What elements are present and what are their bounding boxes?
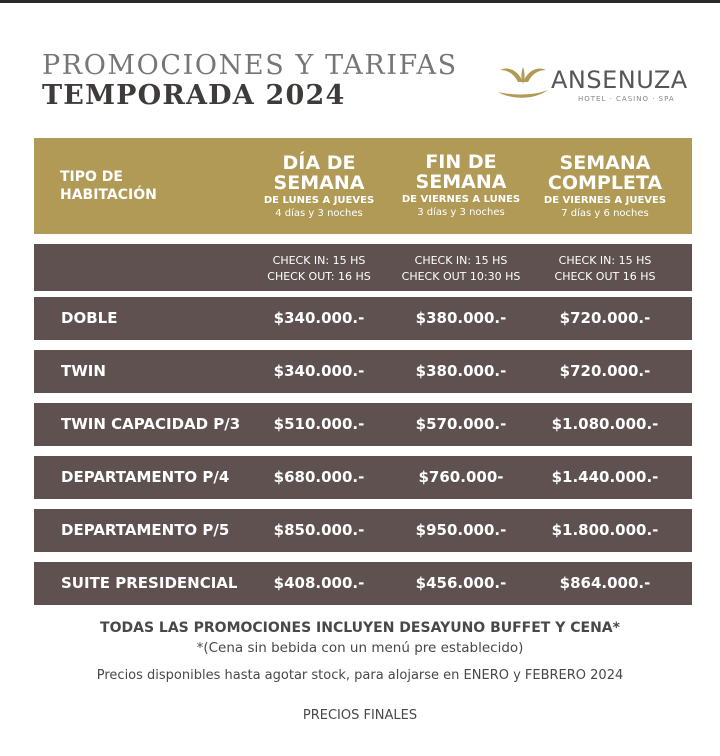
title-line-1: PROMOCIONES Y TARIFAS: [42, 50, 458, 81]
price-full-week: $1.440.000.-: [551, 468, 659, 486]
check-out: CHECK OUT 10:30 HS: [401, 270, 521, 283]
room-type: DOBLE: [61, 309, 118, 327]
logo-brand-name: ANSENUZA: [551, 66, 688, 94]
column-nights: 7 días y 6 noches: [561, 208, 649, 219]
bird-logo-icon: [496, 62, 550, 102]
price-weekday: $680.000.-: [273, 468, 365, 486]
check-in: CHECK IN: 15 HS: [558, 254, 652, 267]
price-full-week: $1.800.000.-: [551, 521, 659, 539]
column-day-range: DE VIERNES A LUNES: [401, 194, 521, 205]
price-weekday: $510.000.-: [273, 415, 365, 433]
check-times-full-week: [530, 253, 680, 285]
price-weekday: $340.000.-: [273, 309, 365, 327]
price-weekday: $408.000.-: [273, 574, 365, 592]
table-row: [34, 350, 692, 393]
room-type: SUITE PRESIDENCIAL: [61, 574, 238, 592]
price-full-week: $864.000.-: [559, 574, 651, 592]
column-title: SEMANA: [273, 172, 365, 194]
column-header-weekend: [386, 152, 536, 218]
room-type: DEPARTAMENTO P/4: [61, 468, 230, 486]
dinner-note: *(Cena sin bebida con un menú pre establecido): [196, 640, 524, 656]
hotel-logo: [496, 60, 696, 110]
price-weekend: $950.000.-: [415, 521, 507, 539]
includes-note: TODAS LAS PROMOCIONES INCLUYEN DESAYUNO BUFFET Y CENA*: [100, 620, 620, 636]
table-row: [34, 297, 692, 340]
check-out: CHECK OUT 16 HS: [554, 270, 656, 283]
column-title: SEMANA: [559, 152, 651, 174]
column-title: COMPLETA: [547, 172, 663, 194]
table-row: [34, 456, 692, 499]
check-in: CHECK IN: 15 HS: [272, 254, 366, 267]
page-title: [42, 52, 458, 109]
table-row: [34, 509, 692, 552]
column-header-full-week: [530, 153, 680, 219]
room-type: DEPARTAMENTO P/5: [61, 521, 230, 539]
column-title: DÍA DE: [282, 152, 356, 174]
price-weekend: $380.000.-: [415, 362, 507, 380]
column-title: FIN DE: [425, 151, 497, 173]
top-border: [0, 0, 720, 3]
price-full-week: $720.000.-: [559, 309, 651, 327]
column-nights: 4 días y 3 noches: [275, 208, 363, 219]
table-row: [34, 562, 692, 605]
table-header: [34, 138, 692, 234]
price-weekend: $570.000.-: [415, 415, 507, 433]
price-weekend: $380.000.-: [415, 309, 507, 327]
price-weekday: $850.000.-: [273, 521, 365, 539]
room-type-header-line-1: TIPO DE: [60, 169, 123, 185]
column-day-range: DE LUNES A JUEVES: [263, 195, 375, 206]
price-weekend: $456.000.-: [415, 574, 507, 592]
check-times-weekend: [386, 253, 536, 285]
column-day-range: DE VIERNES A JUEVES: [543, 195, 667, 206]
price-full-week: $720.000.-: [559, 362, 651, 380]
availability-note: Precios disponibles hasta agotar stock, para alojarse en ENERO y FEBRERO 2024: [96, 668, 624, 683]
final-prices-note: PRECIOS FINALES: [302, 708, 418, 723]
column-nights: 3 días y 3 noches: [417, 207, 505, 218]
check-times-row: [34, 244, 692, 291]
check-in: CHECK IN: 15 HS: [414, 254, 508, 267]
room-type: TWIN CAPACIDAD P/3: [61, 415, 241, 433]
column-title: SEMANA: [415, 171, 507, 193]
check-times-weekday: [244, 253, 394, 285]
room-type-header-line-2: HABITACIÓN: [60, 187, 157, 203]
room-type: TWIN: [61, 362, 106, 380]
table-row: [34, 403, 692, 446]
column-header-weekday: [244, 153, 394, 219]
price-weekday: $340.000.-: [273, 362, 365, 380]
price-full-week: $1.080.000.-: [551, 415, 659, 433]
price-weekend: $760.000-: [418, 468, 504, 486]
room-type-header: [60, 168, 157, 204]
title-line-2: TEMPORADA 2024: [42, 80, 346, 111]
logo-tagline: HOTEL · CASINO · SPA: [578, 95, 675, 103]
check-out: CHECK OUT: 16 HS: [267, 270, 371, 283]
